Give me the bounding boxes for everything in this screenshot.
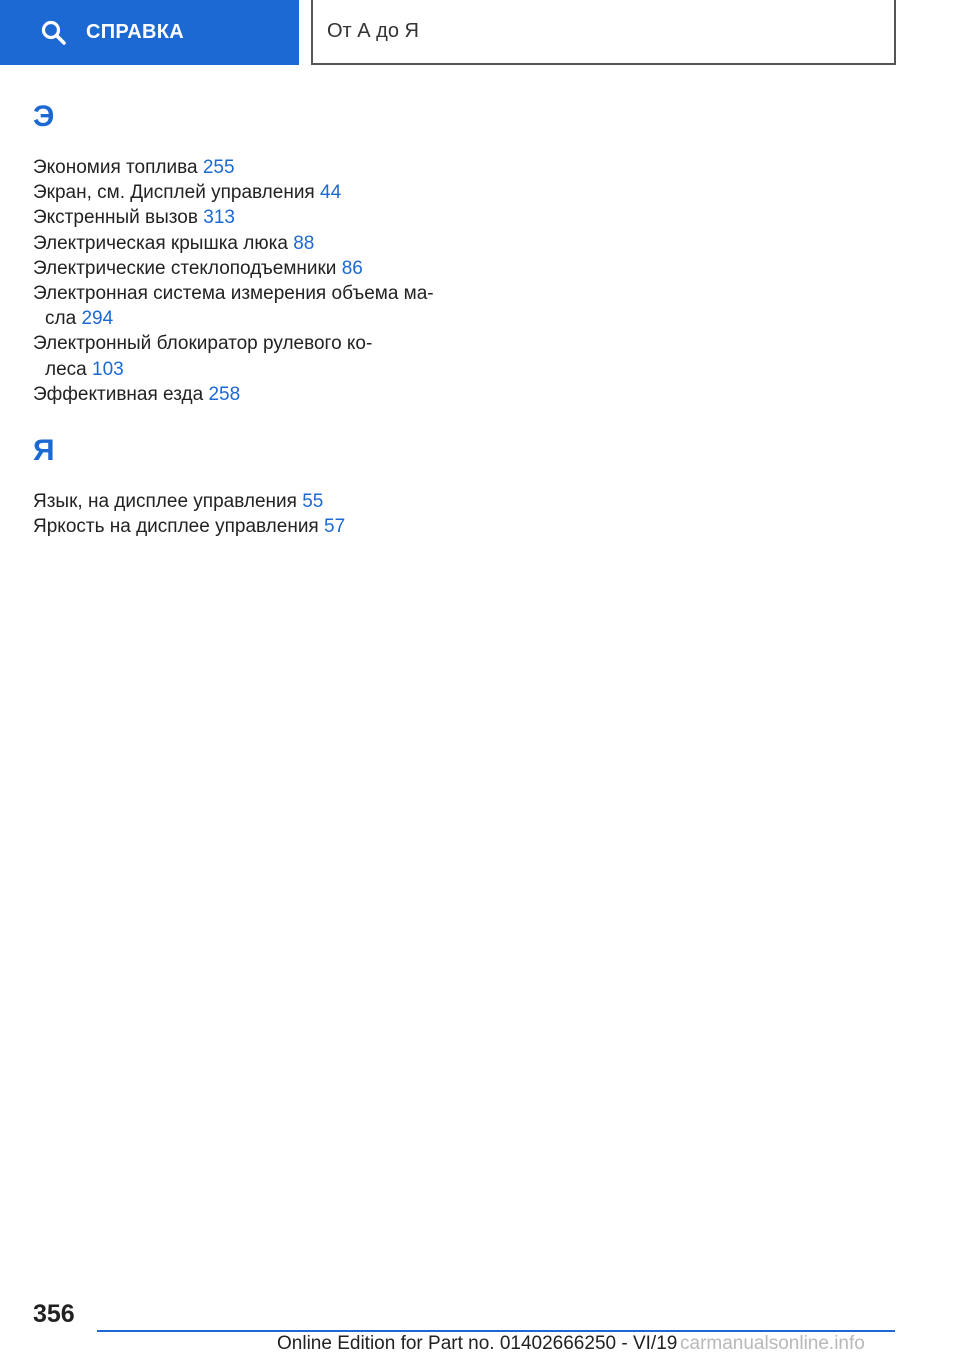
page-number: 356: [33, 1300, 75, 1328]
index-entry: [33, 489, 463, 514]
section-letter: Я: [33, 434, 55, 468]
page-link[interactable]: 103: [92, 358, 124, 380]
footer-divider: [97, 1330, 895, 1332]
entry-text: Экран, см. Дисплей управления: [33, 182, 315, 204]
index-entry: [33, 180, 463, 205]
page-link[interactable]: 44: [320, 182, 342, 204]
entry-text: Электрическая крышка люка: [33, 232, 288, 254]
page-link[interactable]: 86: [341, 257, 363, 279]
entry-text: Яркость на дисплее управления: [33, 516, 319, 538]
index-section: [33, 95, 463, 407]
index-entry: [33, 231, 463, 256]
entry-text: Экономия топлива: [33, 157, 198, 178]
entry-text: Язык, на дисплее управления: [33, 491, 297, 513]
page-link[interactable]: 294: [81, 308, 114, 330]
index-content: [33, 95, 463, 561]
entry-text: Эффективная езда: [33, 383, 204, 405]
entry-text-cont: сла: [45, 308, 77, 330]
page-link[interactable]: 55: [302, 491, 324, 513]
index-entry: [33, 331, 463, 381]
index-entry: [33, 514, 463, 539]
page-link[interactable]: 258: [208, 383, 241, 405]
section-header-label: От А до Я: [327, 20, 419, 42]
entry-text: Экстренный вызов: [33, 207, 198, 229]
entry-continuation: [33, 357, 463, 382]
index-entry: [33, 256, 463, 281]
entry-continuation: [33, 306, 463, 331]
entry-text: Электронный блокиратор рулевого ко-: [33, 333, 373, 355]
index-entry: [33, 155, 463, 180]
page-link[interactable]: 313: [203, 207, 235, 229]
edition-text: Online Edition for Part no. 01402666250 - VI/19: [277, 1333, 678, 1354]
entry-text: Электронная система измерения объема ма-: [33, 283, 434, 305]
index-entry: [33, 382, 463, 407]
section-header: [311, 0, 896, 65]
search-icon: [40, 19, 68, 47]
watermark: carmanualsonline.info: [680, 1333, 865, 1354]
help-tab-label: СПРАВКА: [86, 21, 185, 43]
entry-text: Электрические стеклоподъемники: [33, 257, 337, 279]
help-tab[interactable]: [0, 0, 299, 65]
page-link[interactable]: 88: [293, 232, 315, 254]
index-section: [33, 429, 463, 539]
index-entry: [33, 281, 463, 331]
page-link[interactable]: 255: [202, 157, 235, 178]
section-letter: Э: [33, 100, 55, 133]
entry-text-cont: леса: [45, 358, 87, 380]
index-entry: [33, 205, 463, 230]
page-link[interactable]: 57: [324, 516, 346, 538]
